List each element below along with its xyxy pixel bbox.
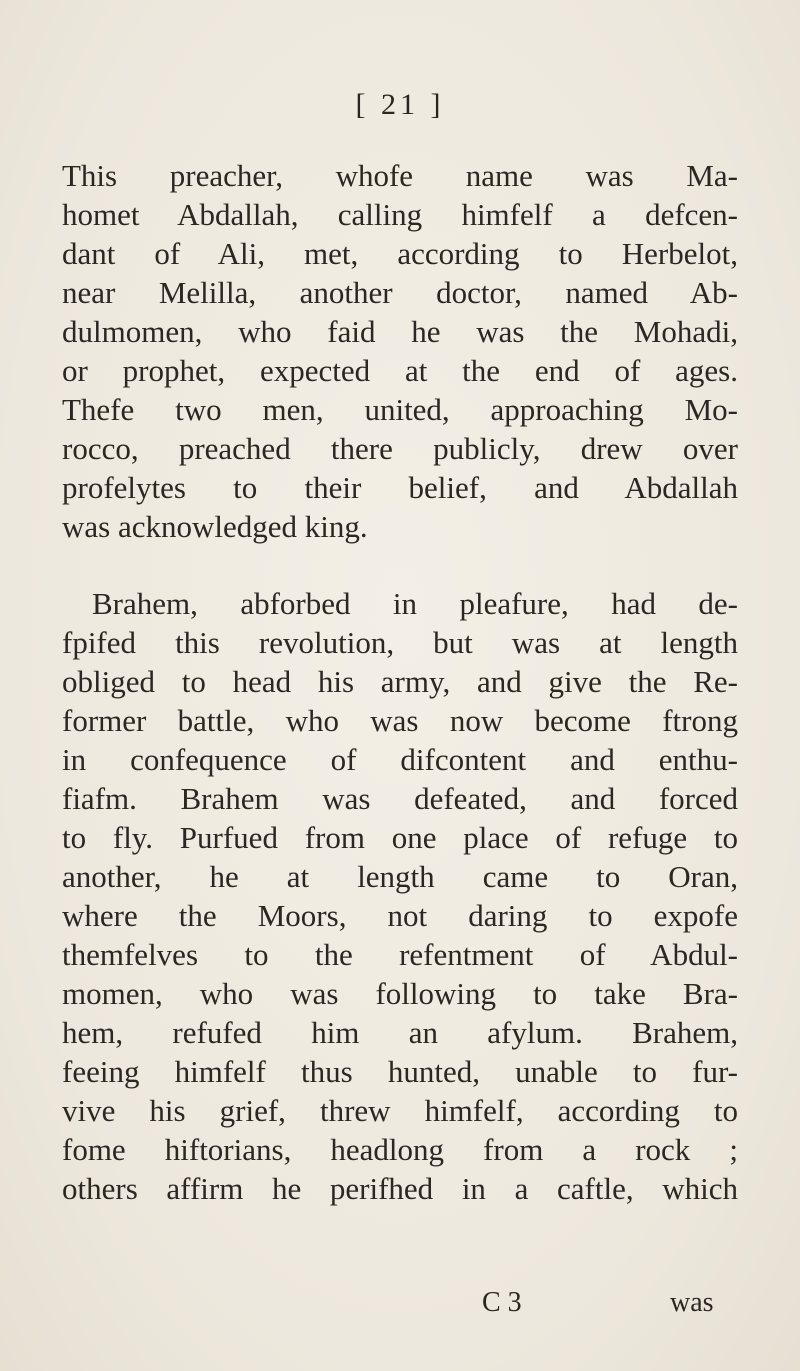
page-number: [ 21 ] [355,88,445,121]
text-line: dant of Ali, met, according to Herbelot, [62,236,738,271]
text-line: This preacher, whofe name was Ma- [62,158,738,193]
text-line: feeing himfelf thus hunted, unable to fur- [62,1054,738,1089]
text-line: rocco, preached there publicly, drew over [62,431,738,466]
text-line: another, he at length came to Oran, [62,859,738,894]
signature-mark: C 3 [482,1287,522,1318]
text-line: profelytes to their belief, and Abdallah [62,470,738,505]
text-line: in confequence of difcontent and enthu- [62,742,738,777]
text-line: dulmomen, who faid he was the Mohadi, [62,314,738,349]
text-line: fiafm. Brahem was defeated, and forced [62,781,738,816]
text-line: near Melilla, another doctor, named Ab- [62,275,738,310]
text-line: to fly. Purfued from one place of refuge to [62,820,738,855]
text-line: homet Abdallah, calling himfelf a defcen- [62,197,738,232]
text-line: Brahem, abforbed in pleafure, had de- [92,586,738,621]
text-line: former battle, who was now become ftrong [62,703,738,738]
text-line: Thefe two men, united, approaching Mo- [62,392,738,427]
text-line: themfelves to the refentment of Abdul- [62,937,738,972]
catchword: was [670,1287,714,1318]
text-line: was acknowledged king. [62,509,368,544]
text-line: fpifed this revolution, but was at length [62,625,738,660]
text-line: fome hiftorians, headlong from a rock ; [62,1132,738,1167]
text-line: others affirm he perifhed in a caftle, which [62,1171,738,1206]
text-line: vive his grief, threw himfelf, according to [62,1093,738,1128]
text-line: hem, refufed him an afylum. Brahem, [62,1015,738,1050]
text-line: where the Moors, not daring to expofe [62,898,738,933]
text-line: or prophet, expected at the end of ages. [62,353,738,388]
text-line: momen, who was following to take Bra- [62,976,738,1011]
text-line: obliged to head his army, and give the Re- [62,664,738,699]
